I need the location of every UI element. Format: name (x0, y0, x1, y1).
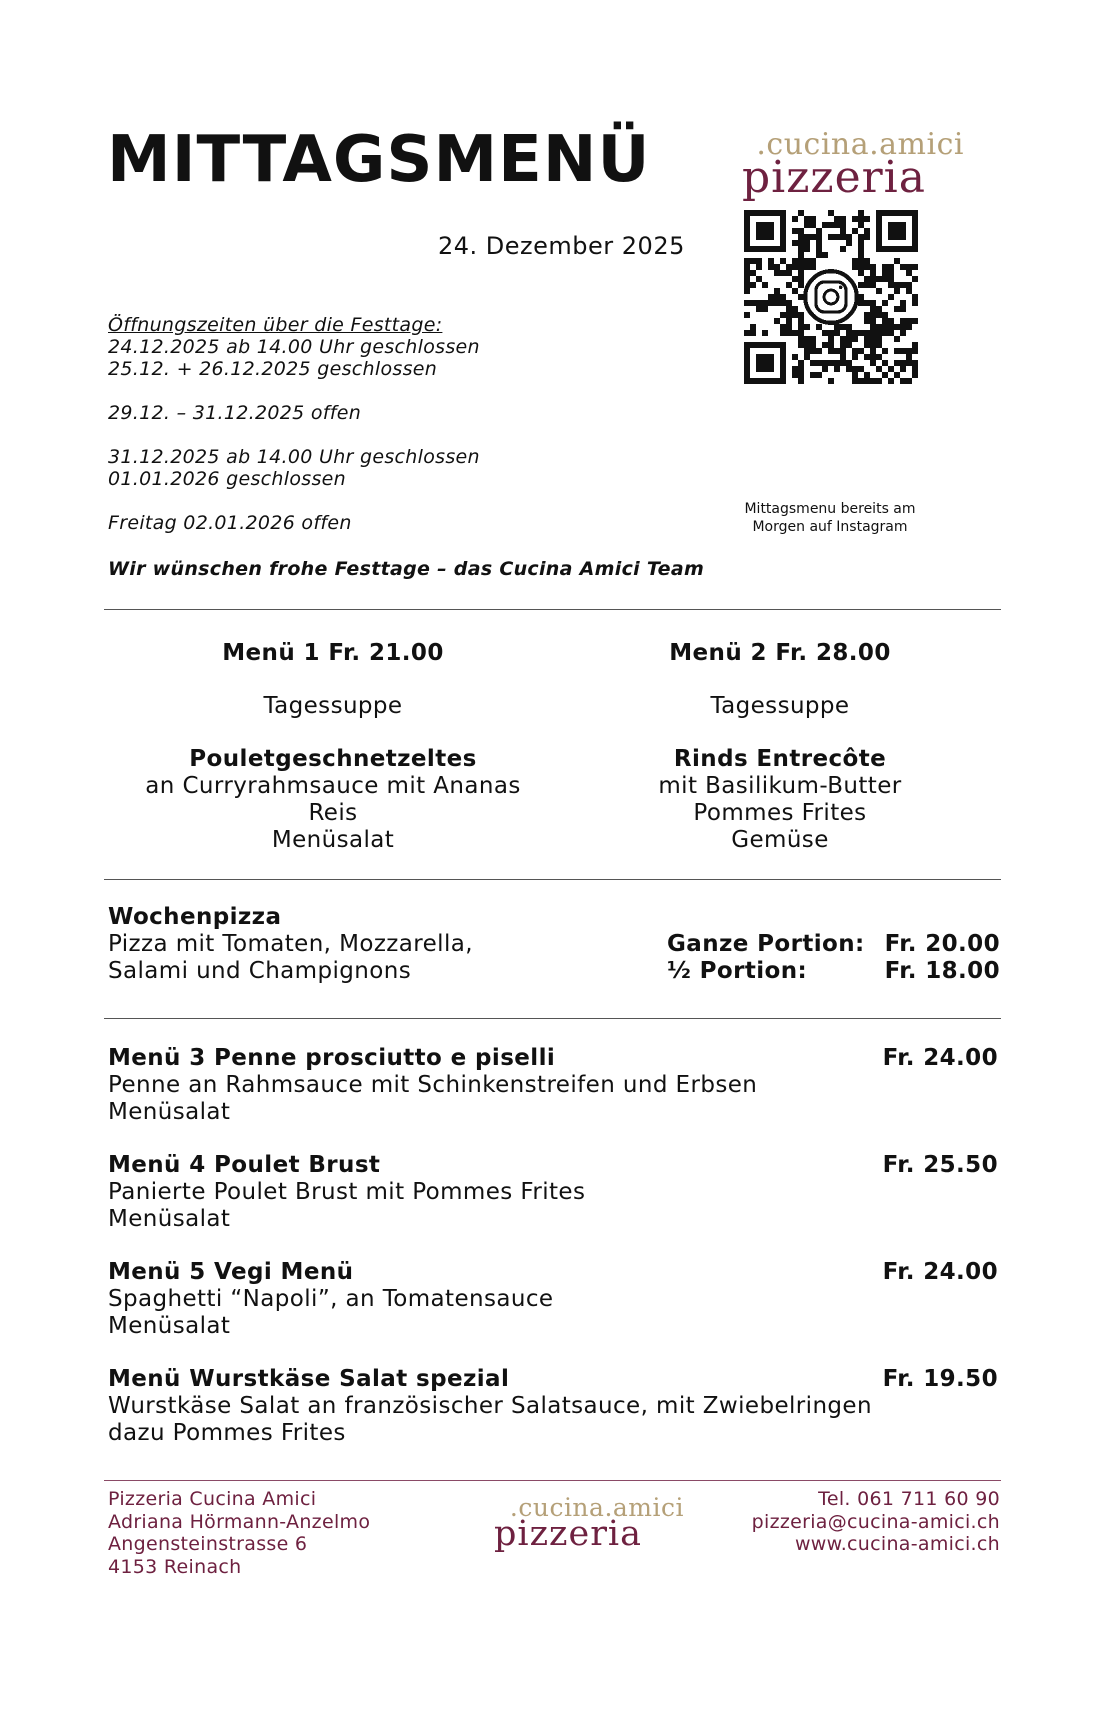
menu-1-soup: Tagessuppe (263, 693, 403, 719)
menu-item-desc: Menüsalat (108, 1206, 231, 1232)
menu-item-desc: Wurstkäse Salat an französischer Salatsauce, mit Zwiebelringen (108, 1393, 872, 1419)
menu-item-title: Menü 3 Penne prosciutto e piselli (108, 1045, 556, 1071)
holiday-wish: Wir wünschen frohe Festtage – das Cucina Amici Team (108, 558, 705, 580)
qr-code-graphic (744, 210, 918, 384)
instagram-note-line: Morgen auf Instagram (752, 519, 908, 535)
logo-pizzeria-text: pizzeria (742, 152, 926, 203)
full-portion-label: Ganze Portion: (667, 931, 865, 957)
footer-street: Angensteinstrasse 6 (108, 1533, 308, 1555)
menu-2-main: Rinds Entrecôte (673, 746, 887, 772)
divider (104, 1018, 1001, 1019)
menu-item-title: Menü Wurstkäse Salat spezial (108, 1366, 510, 1392)
logo-cucina-text: .cucina.amici (509, 1493, 684, 1522)
footer-contact (752, 1488, 1000, 1556)
hours-line: Freitag 02.01.2026 offen (108, 512, 352, 534)
logo (742, 127, 972, 203)
divider (104, 609, 1001, 610)
menu-item-title: Menü 4 Poulet Brust (108, 1152, 381, 1178)
weekly-pizza (108, 904, 473, 985)
instagram-note-line: Mittagsmenu bereits am (744, 501, 916, 517)
menu-item-price: Fr. 24.00 (882, 1045, 998, 1071)
opening-hours-heading: Öffnungszeiten über die Festtage: (108, 314, 443, 336)
pizza-desc: Salami und Champignons (108, 958, 412, 984)
footer-owner: Adriana Hörmann-Anzelmo (108, 1510, 371, 1533)
menu-item (108, 1366, 998, 1447)
pizza-prices (885, 931, 1000, 985)
footer-divider (104, 1480, 1001, 1481)
menu-date: 24. Dezember 2025 (438, 232, 685, 260)
menu-2-desc: Pommes Frites (693, 800, 867, 826)
menu-item-title: Menü 5 Vegi Menü (108, 1259, 354, 1285)
logo-cucina-text: .cucina.amici (756, 127, 964, 162)
footer-phone[interactable]: Tel. 061 711 60 90 (818, 1488, 1000, 1510)
menu-2-desc: mit Basilikum-Butter (658, 773, 902, 799)
hours-line: 24.12.2025 ab 14.00 Uhr geschlossen (108, 336, 480, 358)
menu-item-desc: Menüsalat (108, 1313, 231, 1339)
pizza-portions (667, 931, 865, 985)
logo-pizzeria-text: pizzeria (494, 1514, 642, 1554)
menu-1 (108, 640, 558, 854)
menu-item-price: Fr. 25.50 (882, 1152, 998, 1178)
menu-1-desc: Menüsalat (271, 827, 395, 853)
hours-line: 01.01.2026 geschlossen (108, 468, 346, 490)
menu-item-desc: dazu Pommes Frites (108, 1420, 346, 1446)
footer-logo (494, 1495, 684, 1552)
menu-2-title: Menü 2 Fr. 28.00 (669, 640, 891, 666)
qr-code[interactable] (744, 210, 918, 384)
half-portion-price: Fr. 18.00 (884, 958, 1000, 984)
pizza-title: Wochenpizza (108, 904, 282, 930)
hours-line: 29.12. – 31.12.2025 offen (108, 402, 362, 424)
menu-1-main: Pouletgeschnetzeltes (189, 746, 477, 772)
hours-line: 31.12.2025 ab 14.00 Uhr geschlossen (108, 446, 480, 468)
full-portion-price: Fr. 20.00 (884, 931, 1000, 957)
instagram-icon (805, 271, 857, 323)
menu-item-desc: Spaghetti “Napoli”, an Tomatensauce (108, 1286, 554, 1312)
menu-item (108, 1045, 998, 1126)
menu-2 (555, 640, 1005, 854)
footer-city: 4153 Reinach (108, 1555, 242, 1578)
footer-address (108, 1488, 370, 1578)
menu-1-desc: Reis (308, 800, 358, 826)
half-portion-label: ½ Portion: (667, 958, 808, 984)
menu-item-desc: Penne an Rahmsauce mit Schinkenstreifen und Erbsen (108, 1072, 758, 1098)
menu-item-desc: Panierte Poulet Brust mit Pommes Frites (108, 1179, 586, 1205)
menu-2-desc: Gemüse (731, 827, 829, 853)
hours-line: 25.12. + 26.12.2025 geschlossen (108, 358, 438, 380)
footer-email[interactable]: pizzeria@cucina-amici.ch (751, 1510, 1000, 1533)
menu-item-desc: Menüsalat (108, 1099, 231, 1125)
instagram-note (720, 500, 940, 536)
menu-item-price: Fr. 24.00 (882, 1259, 998, 1285)
divider (104, 879, 1001, 880)
menu-item-price: Fr. 19.50 (882, 1366, 998, 1392)
menu-1-desc: an Curryrahmsauce mit Ananas (145, 773, 521, 799)
opening-hours (108, 314, 480, 534)
menu-2-soup: Tagessuppe (710, 693, 850, 719)
menu-item (108, 1259, 998, 1340)
footer-website[interactable]: www.cucina-amici.ch (794, 1533, 1000, 1555)
footer-name: Pizzeria Cucina Amici (108, 1488, 317, 1510)
menu-1-title: Menü 1 Fr. 21.00 (222, 640, 444, 666)
menu-item (108, 1152, 998, 1233)
pizza-desc: Pizza mit Tomaten, Mozzarella, (108, 931, 473, 957)
page-title: MITTAGSMENÜ (107, 123, 651, 197)
